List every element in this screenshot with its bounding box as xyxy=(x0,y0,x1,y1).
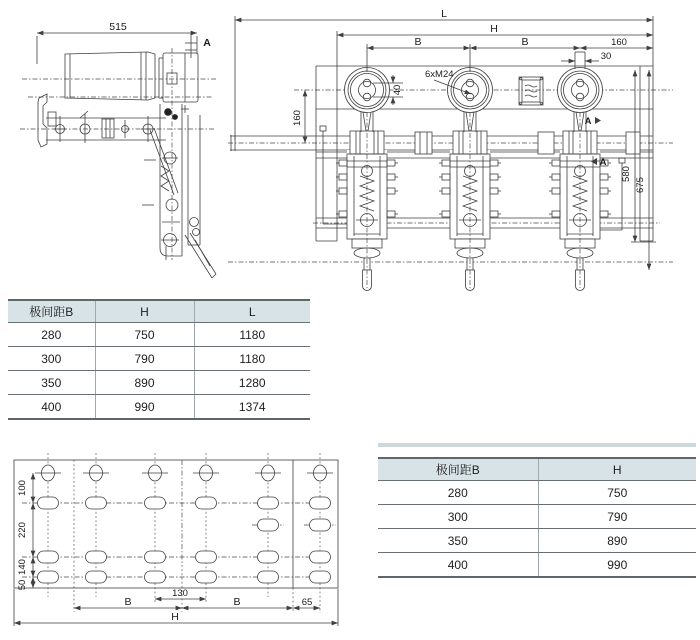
table-header-row xyxy=(8,300,310,323)
table-cell: 790 xyxy=(538,505,696,529)
front-section-a2: A xyxy=(599,157,607,168)
front-dim-30: 30 xyxy=(600,51,612,62)
table-header-cell: H xyxy=(538,458,696,481)
table-cell: 300 xyxy=(8,347,95,371)
dimension-table-secondary xyxy=(378,457,696,578)
table-cell: 1374 xyxy=(194,395,310,420)
table-row xyxy=(8,347,310,371)
table-header-row xyxy=(378,458,696,481)
plan-dim-130: 130 xyxy=(172,588,188,599)
table-cell: 890 xyxy=(95,371,194,395)
table-cell: 400 xyxy=(41,399,62,414)
front-dim-580: 580 xyxy=(621,166,632,182)
table-top-strip xyxy=(378,443,696,447)
front-dim-675: 675 xyxy=(635,177,646,193)
table-cell: 1180 xyxy=(194,347,310,371)
table-cell: 350 xyxy=(8,371,95,395)
table-row xyxy=(378,505,696,529)
front-dim-160-drop: 160 xyxy=(292,110,303,126)
plan-dim-100: 100 xyxy=(17,480,28,496)
plan-dim-H: H xyxy=(171,611,179,623)
table-cell: 750 xyxy=(538,481,696,505)
front-dim-B1: B xyxy=(414,36,422,48)
base-plan-dimensions xyxy=(14,473,338,626)
side-view-dimensions xyxy=(37,33,197,64)
table-cell: 280 xyxy=(8,323,95,347)
table-row xyxy=(8,323,310,347)
dimension-table-main xyxy=(8,299,310,420)
table-header-cell: H xyxy=(95,300,194,323)
table-row xyxy=(378,529,696,553)
front-bolt-spec: 6xM24 xyxy=(425,69,454,80)
side-view-drawing xyxy=(8,8,223,290)
plan-dim-140: 140 xyxy=(17,559,28,575)
side-dim-515: 515 xyxy=(109,21,127,33)
front-dim-H: H xyxy=(490,23,498,35)
front-dim-40: 40 xyxy=(392,84,403,96)
table-cell: 300 xyxy=(378,505,538,529)
table-row xyxy=(378,481,696,505)
plan-dim-50: 50 xyxy=(17,579,28,591)
table-cell: 280 xyxy=(378,481,538,505)
table-cell: 1180 xyxy=(194,323,310,347)
table-cell: 1280 xyxy=(194,371,310,395)
table-row xyxy=(8,395,310,420)
table-cell: 790 xyxy=(95,347,194,371)
plan-dim-B1: B xyxy=(124,596,132,608)
table-header-cell: L xyxy=(194,300,310,323)
table-cell: 890 xyxy=(538,529,696,553)
front-view-drawing xyxy=(228,4,696,294)
table-cell: 750 xyxy=(95,323,194,347)
table-cell: 990 xyxy=(538,553,696,578)
front-dim-B2: B xyxy=(521,36,529,48)
plan-dim-220: 220 xyxy=(17,522,28,538)
front-dim-160-end: 160 xyxy=(611,37,627,48)
table-header-cell: 极间距B xyxy=(8,300,95,323)
table-cell: 400 xyxy=(447,557,468,572)
table-row xyxy=(8,371,310,395)
side-section-a-label: A xyxy=(203,37,211,49)
side-view-linework xyxy=(20,48,216,278)
plan-dim-B2: B xyxy=(233,596,241,608)
table-cell: 990 xyxy=(95,395,194,420)
table-cell: 350 xyxy=(378,529,538,553)
plan-dim-65: 65 xyxy=(301,597,313,608)
base-plan-drawing xyxy=(8,445,370,637)
table-row xyxy=(378,553,696,578)
table-header-cell: 极间距B xyxy=(378,458,538,481)
front-section-a1: A xyxy=(584,116,592,127)
front-view-linework xyxy=(228,52,673,291)
front-dim-L: L xyxy=(441,8,447,20)
